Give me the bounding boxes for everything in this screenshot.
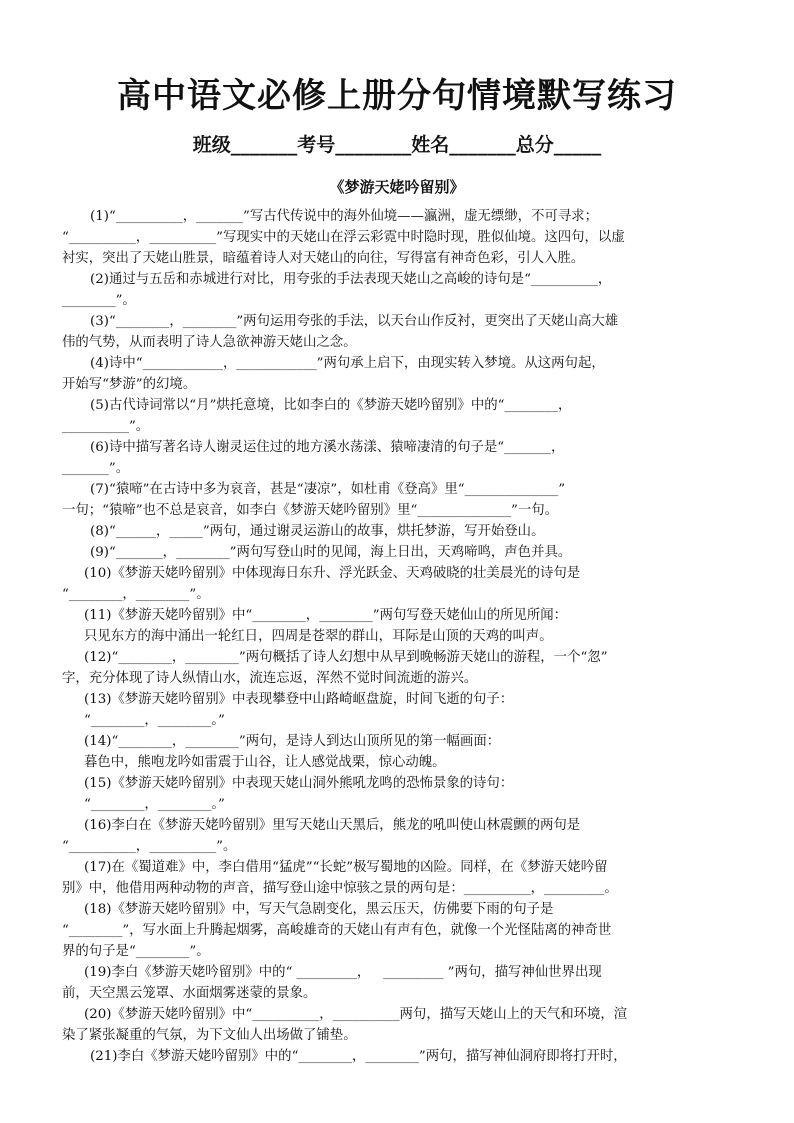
question-line: “__________，__________”。: [62, 839, 237, 854]
page-title: 高中语文必修上册分句情境默写练习: [117, 76, 677, 116]
question-line: 字，充分体现了诗人纵情山水，流连忘返，浑然不觉时间流逝的游兴。: [62, 671, 478, 686]
question-line: (1)“__________，_______”写古代传说中的海外仙境——瀛洲，虚无缥缈，不可寻求；: [90, 209, 599, 224]
question-line: (3)“________，________”两句运用夸张的手法，以天台山作反衬，更突出了天姥山高大雄: [90, 314, 619, 329]
question-line: (9)“_______，________”两句写登山时的见闻，海上日出，天鸡啼鸣，声色并具。: [90, 545, 572, 560]
question-line: “________，________。”: [84, 713, 225, 728]
question-line: 衬实，突出了天姥山胜景，暗蕴着诗人对天姥山的向往，写得富有神奇色彩，引人入胜。: [62, 251, 585, 266]
question-line: “________”，写水面上升腾起烟雾，高峻雄奇的天姥山有声有色，就像一个光怪陆离的神奇世: [62, 923, 612, 938]
question-line: 开始写“梦游”的幻境。: [62, 377, 197, 392]
question-line: (13)《梦游天姥吟留别》中表现攀登中山路崎岖盘旋，时间飞逝的句子：: [84, 692, 514, 707]
question-line: “________，________”。: [62, 587, 210, 602]
student-info-line: 班级_______考号________姓名_______总分_____: [192, 134, 602, 156]
question-line: __________”。: [62, 419, 150, 434]
question-line: (7)“猿啼”在古诗中多为哀音，甚是“凄凉”，如杜甫《登高》里“______________”: [90, 482, 566, 497]
question-line: (15)《梦游天姥吟留别》中表现天姥山洞外熊吼龙鸣的恐怖景象的诗句：: [84, 776, 514, 791]
question-line: 前，天空黑云笼罩、水面烟雾迷蒙的景象。: [62, 986, 317, 1001]
question-line: (12)“________，________”两句概括了诗人幻想中从早到晚畅游天姥山的游程，一个“忽”: [84, 650, 608, 665]
question-line: (18)《梦游天姥吟留别》中，写天气急剧变化，黑云压天，仿佛要下雨的句子是: [84, 902, 554, 917]
question-line: 只见东方的海中涌出一轮红日，四周是苍翠的群山，耳际是山顶的天鸡的叫声。: [84, 629, 553, 644]
question-line: (5)古代诗词常以“月”烘托意境，比如李白的《梦游天姥吟留别》中的“________，: [90, 398, 572, 413]
question-line: (10)《梦游天姥吟留别》中体现海日东升、浮光跃金、天鸡破晓的壮美晨光的诗句是: [84, 566, 581, 581]
question-line: “__________，__________”写现实中的天姥山在浮云彩霓中时隐时现，胜似仙境。这四句，以虚: [62, 230, 625, 245]
question-line: (14)“________，________”两句，是诗人到达山顶所见的第一幅画面：: [84, 734, 501, 749]
question-line: (2)通过与五岳和赤城进行对比，用夸张的手法表现天姥山之高峻的诗句是“__________，: [90, 272, 612, 287]
question-line: (8)“______，_____”两句，通过谢灵运游山的故事，烘托梦游，写开始登山。: [90, 524, 545, 539]
question-line: ________”。: [62, 293, 136, 308]
section-title: 《梦游天姥吟留别》: [329, 178, 465, 196]
question-line: (21)李白《梦游天姥吟留别》中的“________，________”两句，描写神仙洞府即将打开时，: [90, 1049, 627, 1064]
question-line: 界的句子是“________”。: [62, 944, 210, 959]
question-line: (17)在《蜀道难》中，李白借用“猛虎”“长蛇”极写蜀地的凶险。同样，在《梦游天姥吟留: [84, 860, 608, 875]
question-line: (11)《梦游天姥吟留别》中“________，________”两句写登天姥仙山的所见所闻：: [84, 608, 568, 623]
question-line: 暮色中，熊咆龙吟如雷震于山谷，让人感觉战栗，惊心动魄。: [84, 755, 446, 770]
question-line: 伟的气势，从而表明了诗人急欲神游天姥山之念。: [62, 335, 357, 350]
question-line: (16)李白在《梦游天姥吟留别》里写天姥山天黑后，熊龙的吼叫使山林震颤的两句是: [84, 818, 581, 833]
question-line: 一句；“猿啼”也不总是哀音，如李白《梦游天姥吟留别》里“______________”一句。: [62, 503, 559, 518]
question-line: (20)《梦游天姥吟留别》中“__________，__________两句，描写天姥山上的天气和环境，渲: [84, 1007, 628, 1022]
question-line: (6)诗中描写著名诗人谢灵运住过的地方溪水荡漾、猿啼凄清的句子是“_______，: [90, 440, 565, 455]
question-line: _______”。: [62, 461, 130, 476]
question-line: “________，________。”: [84, 797, 225, 812]
question-line: 别》中，他借用两种动物的声音，描写登山途中惊骇之景的两句是：__________，_________。: [62, 881, 618, 896]
question-line: (4)诗中“____________，____________”两句承上启下，由现实转入梦境。从这两句起，: [90, 356, 605, 371]
question-line: (19)李白《梦游天姥吟留别》中的“ _________， _________ ”两句，描写神仙世界出现: [84, 965, 602, 980]
question-line: 染了紧张凝重的气氛，为下文仙人出场做了铺垫。: [62, 1028, 357, 1043]
